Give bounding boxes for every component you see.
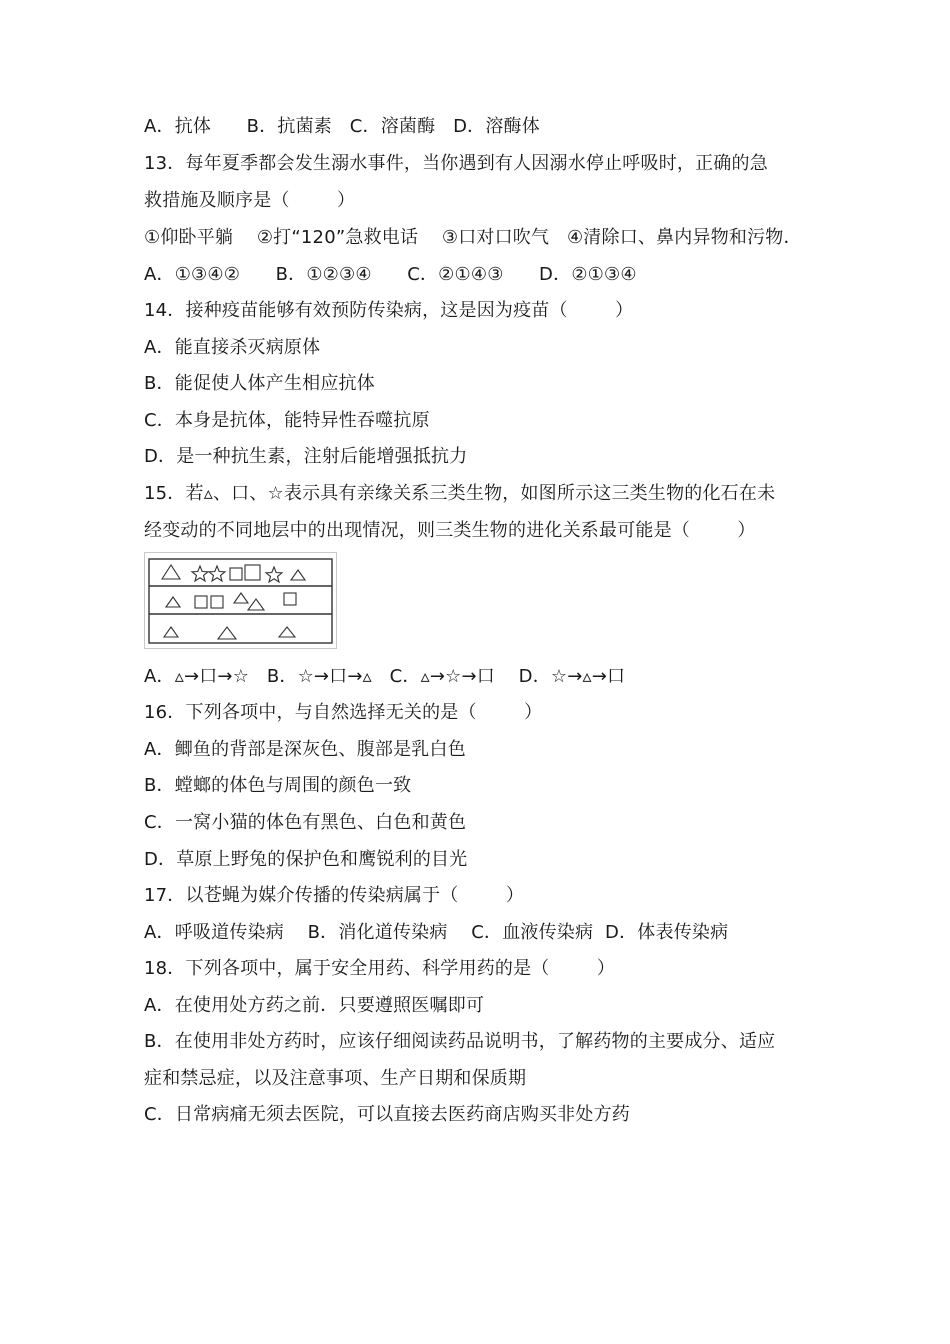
q13-options: A．①③④② B．①②③④ C．②①④③ D．②①③④ xyxy=(144,264,637,285)
q14-option-a: A．能直接杀灭病原体 xyxy=(144,337,321,358)
q12-options: A．抗体 B．抗菌素 C．溶菌酶 D．溶酶体 xyxy=(144,116,540,137)
q17-options: A．呼吸道传染病 B．消化道传染病 C．血液传染病 D．体表传染病 xyxy=(144,922,729,943)
q16-option-d: D．草原上野兔的保护色和鹰锐利的目光 xyxy=(144,849,468,870)
top-layer-fossils xyxy=(162,565,305,582)
q18-stem: 18．下列各项中，属于安全用药、科学用药的是（ ） xyxy=(144,958,616,979)
middle-layer-fossils xyxy=(166,593,296,610)
q14-option-d: D．是一种抗生素，注射后能增强抵抗力 xyxy=(144,446,468,467)
q13-steps: ①仰卧平躺 ②打“120”急救电话 ③口对口吹气 ④清除口、鼻内异物和污物． xyxy=(144,227,802,248)
bottom-layer-fossils xyxy=(164,627,295,639)
q18-option-c: C．日常病痛无须去医院，可以直接去医药商店购买非处方药 xyxy=(144,1104,630,1125)
q14-stem: 14．接种疫苗能够有效预防传染病，这是因为疫苗（ ） xyxy=(144,300,634,321)
q16-stem: 16．下列各项中，与自然选择无关的是（ ） xyxy=(144,702,543,723)
fossil-strata-figure xyxy=(144,552,337,649)
q16-option-a: A．鲫鱼的背部是深灰色、腹部是乳白色 xyxy=(144,739,466,760)
q18-option-a: A．在使用处方药之前．只要遵照医嘱即可 xyxy=(144,995,485,1016)
q15-stem-line2: 经变动的不同地层中的出现情况，则三类生物的进化关系最可能是（ ） xyxy=(144,520,756,541)
q14-option-c: C．本身是抗体，能特异性吞噬抗原 xyxy=(144,410,430,431)
q16-option-b: B．螳螂的体色与周围的颜色一致 xyxy=(144,775,412,796)
q17-stem: 17．以苍蝇为媒介传播的传染病属于（ ） xyxy=(144,885,525,906)
q13-stem-line2: 救措施及顺序是（ ） xyxy=(144,190,356,211)
q14-option-b: B．能促使人体产生相应抗体 xyxy=(144,373,375,394)
q16-option-c: C．一窝小猫的体色有黑色、白色和黄色 xyxy=(144,812,467,833)
q13-stem-line1: 13．每年夏季都会发生溺水事件，当你遇到有人因溺水停止呼吸时，正确的急 xyxy=(144,153,768,174)
q18-option-b-line2: 症和禁忌症，以及注意事项、生产日期和保质期 xyxy=(144,1068,527,1089)
q18-option-b-line1: B．在使用非处方药时，应该仔细阅读药品说明书，了解药物的主要成分、适应 xyxy=(144,1031,776,1052)
q15-stem-line1: 15．若▵、口、☆表示具有亲缘关系三类生物，如图所示这三类生物的化石在未 xyxy=(144,483,776,504)
q15-options: A．▵→口→☆ B．☆→口→▵ C．▵→☆→口 D．☆→▵→口 xyxy=(144,666,626,687)
